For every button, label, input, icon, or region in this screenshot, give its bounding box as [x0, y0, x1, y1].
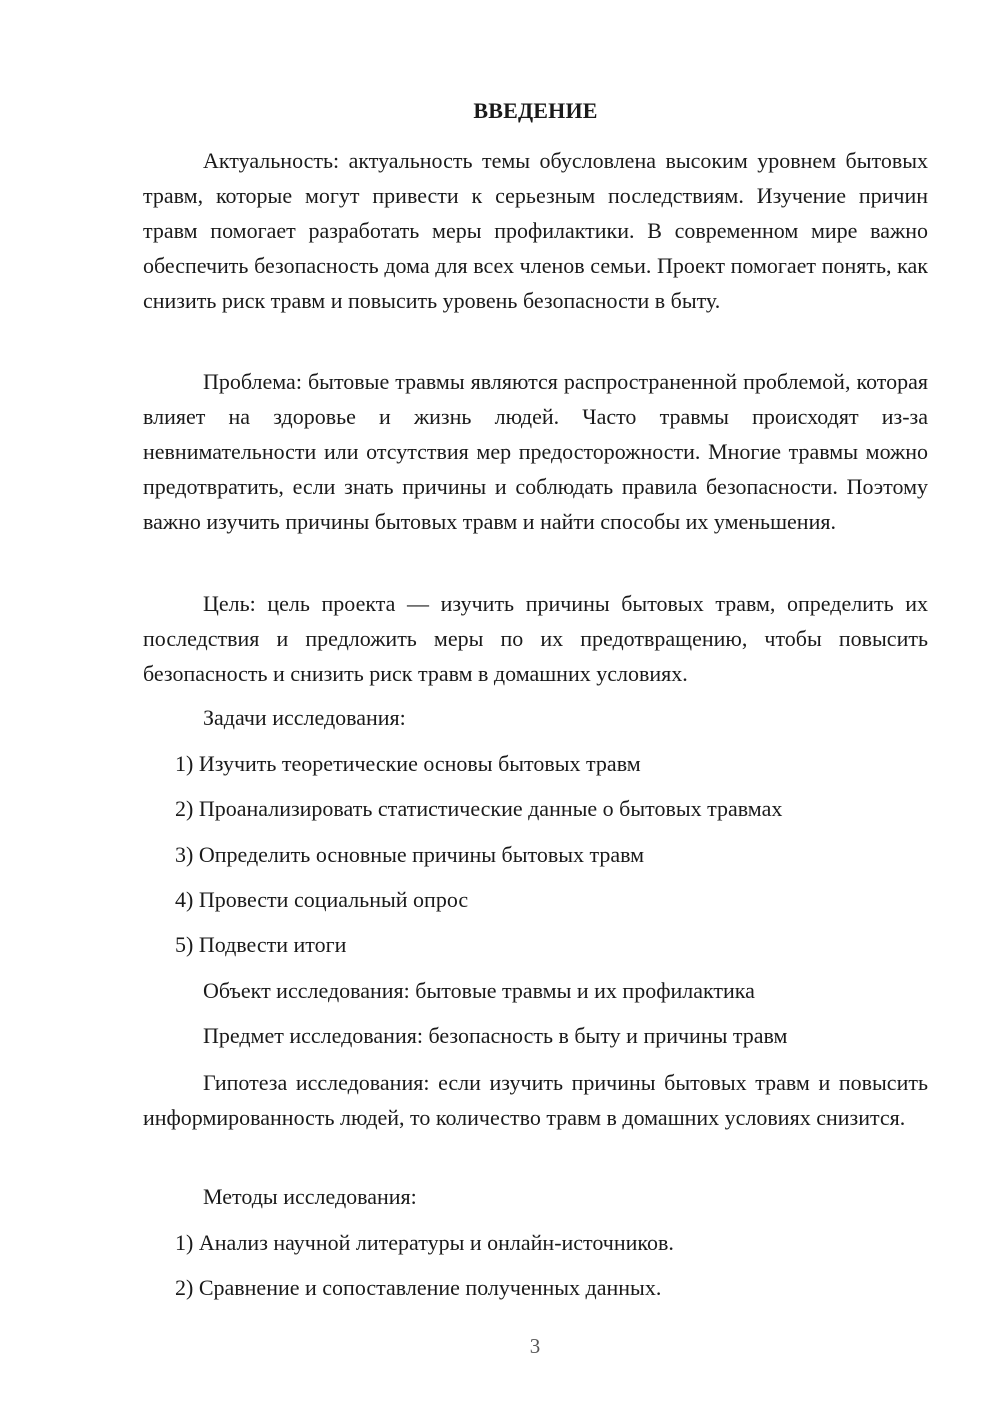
task-item: 3) Определить основные причины бытовых травм: [175, 842, 645, 867]
goal-paragraph: Цель: цель проекта — изучить причины бытовых травм, определить их последствия и предложить меры по их предотвращению, чтобы повысить безопасность и снизить риск травм в домашних условиях.: [143, 591, 928, 686]
object-line: Объект исследования: бытовые травмы и их профилактика: [203, 978, 755, 1003]
task-item: 5) Подвести итоги: [175, 932, 347, 957]
tasks-label: Задачи исследования:: [203, 705, 406, 730]
methods-label: Методы исследования:: [203, 1184, 417, 1209]
section-heading: ВВЕДЕНИЕ: [473, 98, 598, 123]
relevance-paragraph: Актуальность: актуальность темы обусловлена высоким уровнем бытовых травм, которые могут привести к серьезным последствиям. Изучение причин травм помогает разработать меры профилактики. В современном мире важно обеспечить безопасность дома для всех членов семьи. Проект помогает понять, как снизить риск травм и повысить уровень безопасности в быту.: [143, 148, 928, 313]
task-item: 1) Изучить теоретические основы бытовых травм: [175, 751, 641, 776]
page-number: 3: [529, 1334, 541, 1358]
hypothesis-paragraph: Гипотеза исследования: если изучить причины бытовых травм и повысить информированность людей, то количество травм в домашних условиях снизится.: [143, 1070, 928, 1130]
method-item: 1) Анализ научной литературы и онлайн-источников.: [175, 1230, 674, 1255]
task-item: 2) Проанализировать статистические данные о бытовых травмах: [175, 796, 783, 821]
method-item: 2) Сравнение и сопоставление полученных данных.: [175, 1275, 662, 1300]
task-item: 4) Провести социальный опрос: [175, 887, 469, 912]
subject-line: Предмет исследования: безопасность в быту и причины травм: [203, 1023, 788, 1048]
problem-paragraph: Проблема: бытовые травмы являются распространенной проблемой, которая влияет на здоровье и жизнь людей. Часто травмы происходят из-за невнимательности или отсутствия мер предосторожности. Многие травмы можно предотвратить, если знать причины и соблюдать правила безопасности. Поэтому важно изучить причины бытовых травм и найти способы их уменьшения.: [143, 369, 928, 534]
